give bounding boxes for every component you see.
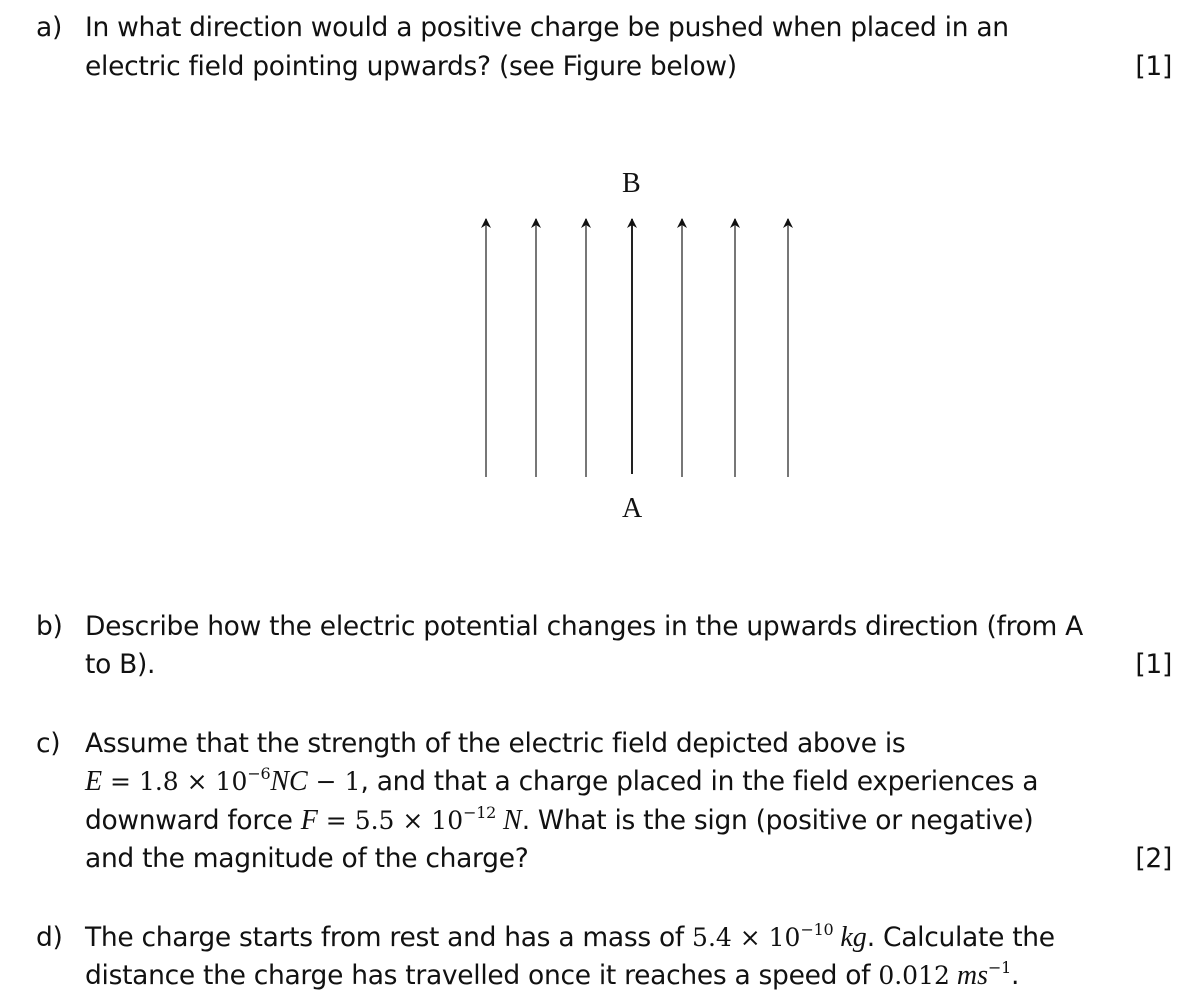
question-c-line2-text: , and that a charge placed in the field experiences a bbox=[360, 766, 1039, 797]
question-b-label: b) bbox=[36, 611, 63, 642]
question-d-line1 bbox=[85, 921, 1055, 955]
question-d-line2-pre: distance the charge has travelled once it reaches a speed of bbox=[85, 960, 879, 991]
field-symbol: E bbox=[85, 766, 103, 797]
question-d-line1-text: . Calculate the bbox=[866, 922, 1055, 953]
speed-value: 0.012 bbox=[878, 961, 950, 990]
question-a-marks: [1] bbox=[1135, 51, 1172, 82]
question-d-line2-text: . bbox=[1011, 960, 1020, 991]
equals: = bbox=[102, 767, 139, 796]
mass-value: 5.4 × 10 bbox=[692, 923, 801, 952]
question-d-line1-pre: The charge starts from rest and has a mass of bbox=[85, 922, 693, 953]
field-unit: NC bbox=[270, 766, 308, 797]
question-b-line1: Describe how the electric potential changes in the upwards direction (from A bbox=[85, 611, 1083, 642]
field-value: 1.8 × 10 bbox=[138, 767, 248, 796]
point-a-label: A bbox=[622, 493, 642, 524]
question-a-label: a) bbox=[36, 12, 62, 43]
question-c-marks: [2] bbox=[1135, 843, 1172, 874]
speed-unit: ms bbox=[949, 960, 989, 991]
question-c-line3-text: . What is the sign (positive or negative) bbox=[521, 805, 1034, 836]
mass-unit: kg bbox=[833, 922, 867, 953]
question-c-line1: Assume that the strength of the electric field depicted above is bbox=[85, 728, 906, 759]
force-value: = 5.5 × 10 bbox=[317, 806, 464, 835]
question-c-line4: and the magnitude of the charge? bbox=[85, 843, 529, 874]
question-d-label: d) bbox=[36, 922, 63, 953]
question-c-line3 bbox=[85, 804, 1033, 838]
force-unit: N bbox=[496, 805, 522, 836]
question-b-marks: [1] bbox=[1135, 649, 1172, 680]
field-exponent: −6 bbox=[247, 764, 271, 783]
question-a-line2: electric field pointing upwards? (see Figure below) bbox=[85, 51, 737, 82]
point-b-label: B bbox=[622, 168, 641, 199]
question-c-line3-pre: downward force bbox=[85, 805, 301, 836]
question-c-label: c) bbox=[36, 728, 61, 759]
question-b-line2: to B). bbox=[85, 649, 156, 680]
speed-exponent: −1 bbox=[988, 958, 1012, 977]
question-c-line2 bbox=[85, 765, 1038, 799]
force-exponent: −12 bbox=[463, 803, 496, 822]
question-d-line2 bbox=[85, 959, 1019, 993]
question-a-line1: In what direction would a positive charge be pushed when placed in an bbox=[85, 12, 1009, 43]
field-unit-tail: − 1 bbox=[307, 767, 361, 796]
force-symbol: F bbox=[300, 805, 318, 836]
mass-exponent: −10 bbox=[800, 920, 834, 939]
